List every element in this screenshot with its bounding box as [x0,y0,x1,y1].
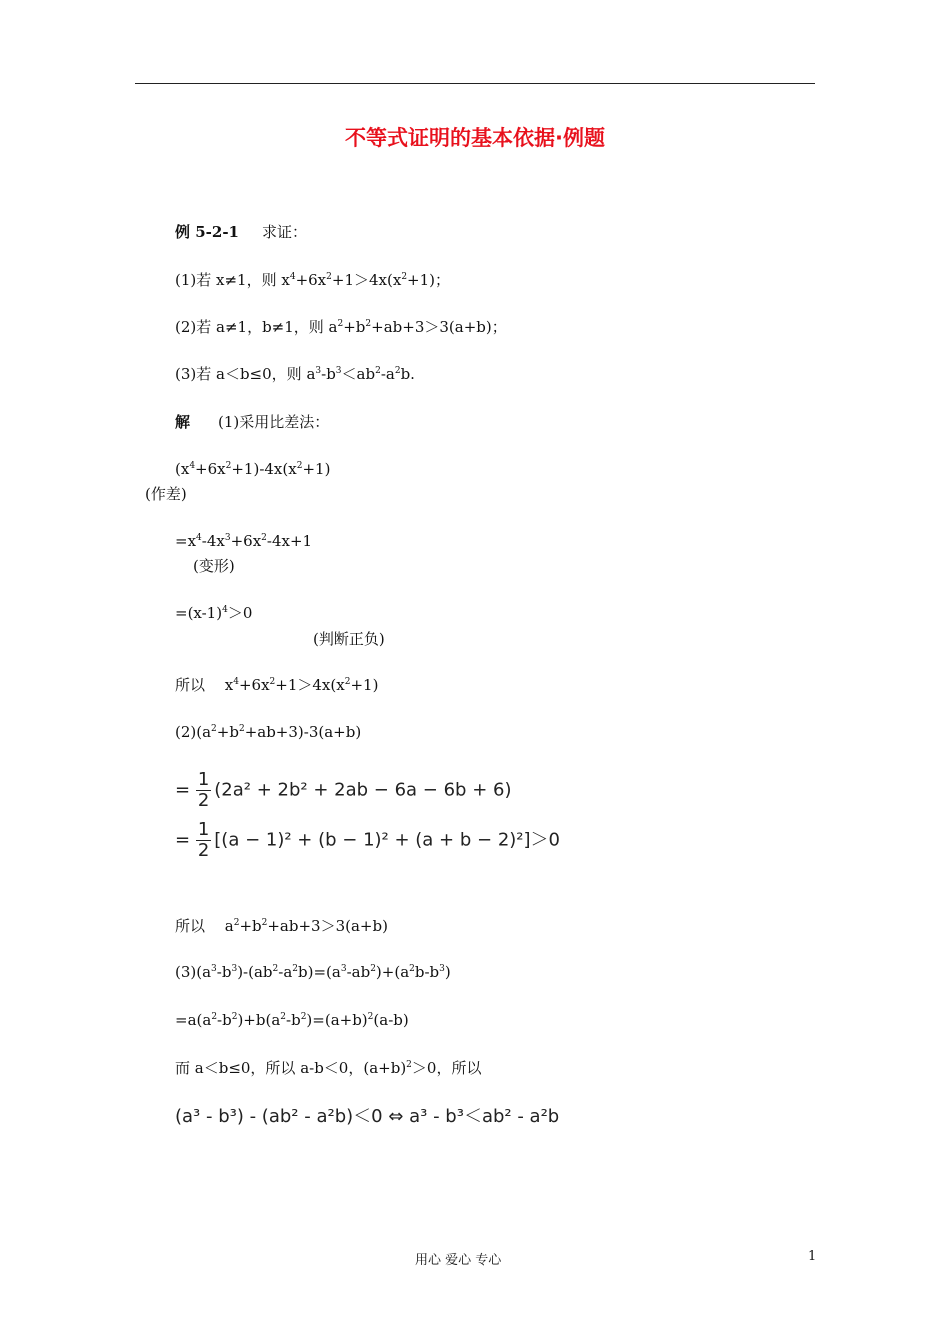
part3-line-3 [175,1059,481,1077]
text-run: b)=(a [298,963,341,981]
superscript: 2 [296,461,303,471]
text-run: +1＞4x(x [331,271,402,289]
superscript: 4 [222,605,228,615]
superscript: 2 [261,533,267,543]
expression: [(a − 1)² + (b − 1)² + (a + b − 2)²]＞0 [214,829,560,851]
solution-part1-intro: (1)采用比差法： [218,413,330,431]
part2-equation-2 [175,820,560,861]
text-run: ＜ab [341,365,376,383]
text-run: ＞0，所以 [411,1059,482,1077]
superscript: 2 [367,1012,374,1022]
part1-line-2 [175,532,312,550]
example-label: 例 5-2-1 [175,223,239,241]
expression: (2a² + 2b² + 2ab − 6a − 6b + 6) [214,779,512,801]
text-run: -4x [201,532,225,550]
part1-conclusion [175,676,378,694]
part3-line-2 [175,1011,409,1029]
text-run: -ab [346,963,371,981]
text-run: (2)若 a≠1，b≠1，则 a [175,318,338,336]
page-number: 1 [808,1249,817,1264]
part2-equation-1 [175,770,511,811]
fraction-numerator: 1 [197,819,210,840]
text-run: +1＞4x(x [275,676,345,694]
text-run: (x [175,460,190,478]
text-run: =(x-1) [175,604,223,622]
superscript: 2 [272,964,279,974]
text-run: +6x [238,676,270,694]
text-run: ) [444,963,451,981]
superscript: 2 [233,918,240,928]
part2-line-1 [175,723,361,741]
text-run: )=(a+b) [306,1011,368,1029]
example-item-2 [175,318,507,336]
text-run: -a [380,365,395,383]
text-run: -b [216,963,232,981]
example-item-1 [175,271,450,289]
superscript: 2 [211,1012,218,1022]
part2-conclusion [175,917,388,935]
text-run: (3)若 a＜b≤0，则 a [175,365,316,383]
superscript: 2 [406,1060,412,1070]
part3-line-1 [175,963,451,981]
text-run: (2)(a [175,723,212,741]
text-run: +1)-4x(x [231,460,297,478]
superscript: 2 [337,319,344,329]
equals-sign: = [175,829,191,851]
solution-label: 解 [175,413,191,431]
fraction-denominator: 2 [197,790,210,811]
superscript: 2 [269,677,276,687]
text-run: +6x [230,532,262,550]
text-run: (1)若 x≠1，则 x [175,271,290,289]
superscript: 2 [261,918,268,928]
text-run: 所以 a [175,917,234,935]
superscript: 3 [224,533,231,543]
superscript: 2 [280,1012,287,1022]
page-title: 不等式证明的基本依据·例题 [345,126,605,150]
text-run: b. [400,365,415,383]
text-run: +1)； [407,271,451,289]
text-run: b-b [414,963,440,981]
superscript: 3 [335,366,342,376]
superscript: 2 [225,461,232,471]
superscript: 4 [189,461,196,471]
superscript: 4 [289,272,296,282]
superscript: 2 [375,366,381,376]
text-run: -a [278,963,293,981]
text-run: -4x+1 [266,532,313,550]
text-run: -b [217,1011,232,1029]
text-run: ＞0 [227,604,253,622]
text-run: -b [321,365,336,383]
superscript: 3 [231,964,238,974]
part3-equivalence: (a³ - b³) - (ab² - a²b)＜0 ⇔ a³ - b³＜ab² - a²b [175,1106,560,1127]
text-run: +1) [350,676,379,694]
superscript: 2 [344,677,351,687]
text-run: =a(a [175,1011,212,1029]
superscript: 2 [238,724,245,734]
example-item-3 [175,365,415,383]
text-run: +ab+3)-3(a+b) [244,723,362,741]
superscript: 2 [409,964,415,974]
superscript: 4 [233,677,239,687]
superscript: 2 [365,319,372,329]
superscript: 2 [326,272,332,282]
text-run: +b [343,318,366,336]
text-run: )-(ab [237,963,273,981]
text-run: (a-b) [373,1011,409,1029]
fraction-half [196,770,211,811]
text-run: -b [286,1011,301,1029]
text-run: )+(a [375,963,410,981]
text-run: +ab+3＞3(a+b) [267,917,388,935]
text-run: 所以 x [175,676,234,694]
part1-note-3: (判断正负) [313,630,385,648]
superscript: 2 [370,964,376,974]
text-run: +1) [302,460,331,478]
equals-sign: = [175,779,191,801]
superscript: 2 [401,272,408,282]
fraction-half [196,820,211,861]
superscript: 2 [300,1012,307,1022]
fraction-numerator: 1 [197,769,210,790]
text-run: +6x [195,460,226,478]
superscript: 4 [196,533,202,543]
superscript: 2 [231,1012,238,1022]
part1-line-3 [175,604,252,622]
superscript: 2 [211,724,217,734]
fraction-denominator: 2 [197,840,210,861]
text-run: )+b(a [237,1011,281,1029]
text-run: +ab+3＞3(a+b)； [371,318,507,336]
part1-note-2: (变形) [193,557,235,575]
text-run: (3)(a [175,963,212,981]
superscript: 2 [292,964,298,974]
part1-note-1: (作差) [145,485,187,503]
text-run: +b [216,723,239,741]
superscript: 3 [340,964,347,974]
part1-line-1 [175,460,330,478]
text-run: +6x [295,271,327,289]
text-run: 而 a＜b≤0，所以 a-b＜0，(a+b) [175,1059,407,1077]
footer-slogan: 用心 爱心 专心 [415,1253,502,1268]
example-prompt: 求证： [262,223,308,241]
superscript: 3 [211,964,217,974]
superscript: 2 [394,366,401,376]
superscript: 3 [315,366,322,376]
superscript: 3 [439,964,445,974]
text-run: +b [239,917,262,935]
text-run: =x [175,532,197,550]
header-rule [135,83,815,84]
